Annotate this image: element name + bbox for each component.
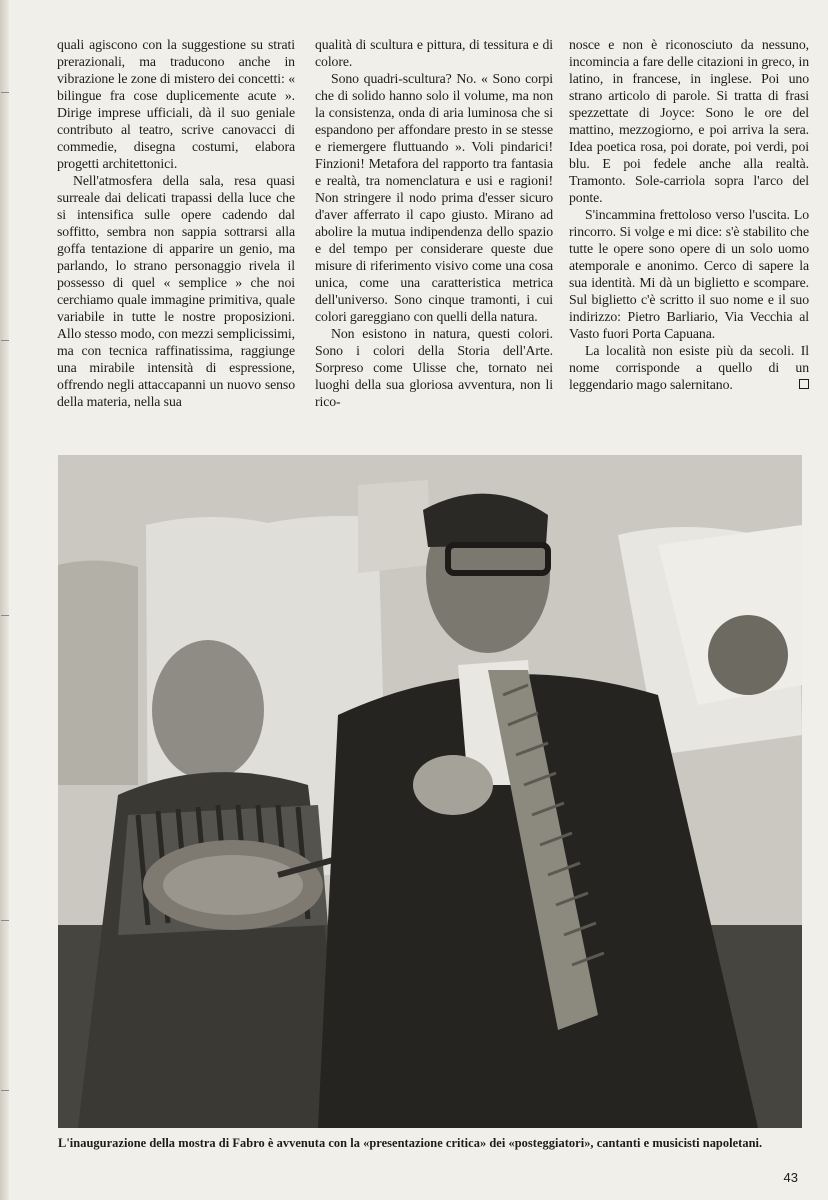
paragraph: Nell'atmosfera della sala, resa quasi surreale dai delicati trapassi della luce che si intensifica sulle opere cadendo dal soffitto, sembra non sappia sottrarsi alla goffa tentazione di apparire un genio, ma parlando, lo strano personaggio rivela il possesso di quel « semplice » che noi cerchiamo quale immagine primitiva, quale variabile in tutte le nostre proposizioni. Allo stesso modo, con mezzi semplicissimi, ma con tecnica raffinatissima, raggiunge una mirabile intensità di espressione, offrendo negli attaccapanni un nuovo senso della materia, nella sua bbox=[57, 173, 295, 409]
page-number: 43 bbox=[783, 1170, 798, 1185]
photograph-illustration bbox=[58, 455, 802, 1128]
paragraph: nosce e non è riconosciuto da nessuno, incomincia a fare delle citazioni in greco, in latino, in francese, in inglese. Poi uno strano articolo di parole. Si tratta di frasi spezzettate di Joyce: Sono le ore del mattino, mezzogiorno, e poi arriva la sera. Idea poetica rosa, poi dorate, poi verdi, poi blu. E poi fedele anche alla realtà. Tramonto. Sole-carriola sopra l'arco del ponte. bbox=[569, 37, 809, 205]
article-column-1 bbox=[57, 36, 295, 410]
edge-mark bbox=[1, 920, 9, 921]
photograph bbox=[58, 455, 802, 1128]
edge-mark bbox=[1, 92, 9, 93]
edge-mark bbox=[1, 1090, 9, 1091]
article-column-3 bbox=[569, 36, 809, 393]
paragraph: Sono quadri-scultura? No. « Sono corpi che di solido hanno solo il volume, ma non la consistenza, onda di aria luminosa che si espandono per affondare presto in se stesse e riemergere fluttuando ». Voli pindarici! Finzioni! Metafora del rapporto tra fantasia e realtà, tra nomenclatura e usi e ragioni! Non stringere il nodo prima d'esser sicuro d'aver afferrato il capo giusto. Mirano ad abolire la mutua indipendenza dello spazio e del tempo per considerare queste due misure di riferimento visivo come una cosa unica, come una caratteristica metrica dell'universo. Sono cinque tramonti, i cui colori gareggiano con quelli della natura. bbox=[315, 71, 553, 324]
edge-mark bbox=[1, 615, 9, 616]
paragraph: qualità di scultura e pittura, di tessitura e di colore. bbox=[315, 37, 553, 69]
paragraph: S'incammina frettoloso verso l'uscita. Lo rincorro. Si volge e mi dice: s'è stabilito che tutte le opere sono opere di un solo uomo atemporale e anonimo. Cerco di sapere la sua identità. Mi dà un biglietto e scompare. Sul biglietto c'è scritto il suo nome e il suo indirizzo: Pietro Barliario, Via Vecchia al Vasto fuori Porta Capuana. bbox=[569, 207, 809, 341]
page-edge bbox=[0, 0, 9, 1200]
paragraph-last bbox=[569, 342, 809, 393]
photo-caption: L'inaugurazione della mostra di Fabro è avvenuta con la «presentazione critica» dei «posteggiatori», cantanti e musicisti napoletani. bbox=[58, 1136, 763, 1150]
end-of-article-icon bbox=[799, 379, 809, 389]
paragraph: Non esistono in natura, questi colori. Sono i colori della Storia dell'Arte. Sorpreso come Ulisse che, tornato nei luoghi della sua gloriosa avventura, non li rico- bbox=[315, 326, 553, 409]
paragraph-text: La località non esiste più da secoli. Il nome corrisponde a quello di un leggendario mago salernitano. bbox=[569, 343, 809, 392]
article-column-2 bbox=[315, 36, 553, 410]
edge-mark bbox=[1, 340, 9, 341]
paragraph: quali agiscono con la suggestione su strati prerazionali, ma traducono anche in vibrazione le zone di mistero dei concetti: « bilingue fra cose duplicemente acute ». Dirige imprese ufficiali, dà il suo geniale contributo al teatro, scrive canovacci di commedie, disegna costumi, elabora progetti architettonici. bbox=[57, 37, 295, 171]
